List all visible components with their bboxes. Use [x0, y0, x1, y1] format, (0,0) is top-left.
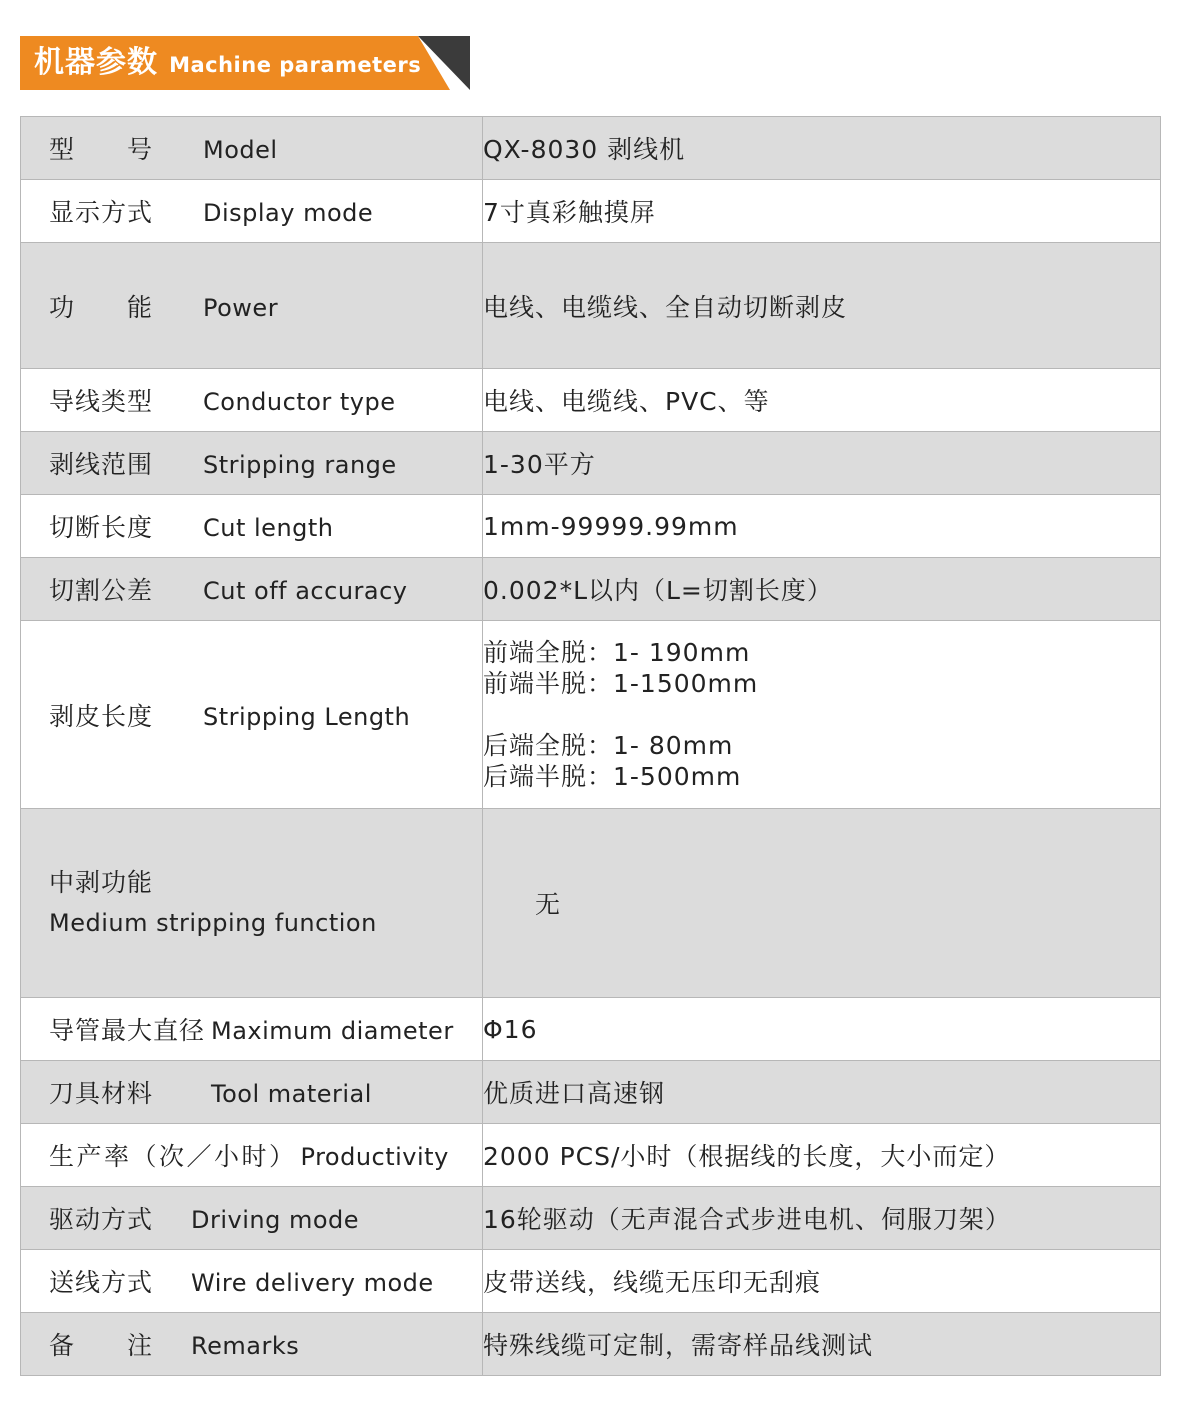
table-row	[21, 1061, 1161, 1124]
table-row	[21, 180, 1161, 243]
row-value: 2000 PCS/小时（根据线的长度，大小而定）	[483, 1124, 1161, 1187]
row-label	[21, 243, 483, 369]
stripping-line: 后端半脱：1-500mm	[483, 762, 742, 791]
stripping-line: 后端全脱：1- 80mm	[483, 731, 734, 760]
table-row	[21, 432, 1161, 495]
label-zh: 导线类型	[49, 387, 154, 416]
row-label	[21, 809, 483, 998]
label-zh: 型 号	[49, 135, 154, 164]
header-title-en: Machine parameters	[169, 53, 422, 77]
row-value: 无	[483, 809, 1161, 998]
row-value: 7寸真彩触摸屏	[483, 180, 1161, 243]
label-en: Wire delivery mode	[191, 1269, 434, 1297]
row-label	[21, 1313, 483, 1376]
label-zh: 生产率（次／小时）	[49, 1142, 297, 1171]
label-en: Maximum diameter	[211, 1017, 454, 1045]
row-value: 0.002*L以内（L=切割长度）	[483, 558, 1161, 621]
label-zh: 中剥功能	[49, 868, 154, 897]
label-zh: 驱动方式	[49, 1205, 154, 1234]
label-zh: 显示方式	[49, 198, 154, 227]
row-label	[21, 621, 483, 809]
label-zh: 剥线范围	[49, 450, 154, 479]
row-label	[21, 369, 483, 432]
row-value: 皮带送线，线缆无压印无刮痕	[483, 1250, 1161, 1313]
table-row	[21, 1124, 1161, 1187]
row-label	[21, 1124, 483, 1187]
label-en: Cut off accuracy	[203, 577, 408, 605]
row-label	[21, 117, 483, 180]
table-row	[21, 809, 1161, 998]
row-value: QX-8030 剥线机	[483, 117, 1161, 180]
row-value: 优质进口高速钢	[483, 1061, 1161, 1124]
row-value	[483, 621, 1161, 809]
label-zh: 刀具材料	[49, 1079, 154, 1108]
table-row	[21, 1250, 1161, 1313]
label-en: Cut length	[203, 514, 334, 542]
row-value: 16轮驱动（无声混合式步进电机、伺服刀架）	[483, 1187, 1161, 1250]
stripping-line: 前端半脱：1-1500mm	[483, 669, 759, 698]
label-en: Power	[203, 293, 279, 322]
label-en: Medium stripping function	[49, 909, 377, 937]
row-label	[21, 432, 483, 495]
row-label	[21, 1061, 483, 1124]
label-zh: 功 能	[49, 292, 154, 322]
section-header	[20, 36, 472, 92]
row-label	[21, 495, 483, 558]
row-label	[21, 180, 483, 243]
label-en: Stripping range	[203, 451, 397, 479]
label-en: Conductor type	[203, 388, 396, 416]
row-value: 特殊线缆可定制，需寄样品线测试	[483, 1313, 1161, 1376]
table-row	[21, 1313, 1161, 1376]
table-row	[21, 369, 1161, 432]
table-row	[21, 621, 1161, 809]
label-en: Driving mode	[191, 1206, 360, 1234]
table-row	[21, 1187, 1161, 1250]
table-row	[21, 117, 1161, 180]
label-zh: 切断长度	[49, 513, 154, 542]
table-row	[21, 243, 1161, 369]
stripping-line: 前端全脱：1- 190mm	[483, 638, 751, 667]
row-label	[21, 998, 483, 1061]
row-value: 1-30平方	[483, 432, 1161, 495]
label-en: Model	[203, 136, 278, 164]
label-en: Display mode	[203, 199, 374, 227]
table-row	[21, 558, 1161, 621]
label-en: Stripping Length	[203, 702, 411, 731]
row-value: 电线、电缆线、全自动切断剥皮	[483, 243, 1161, 369]
label-en: Productivity	[300, 1143, 449, 1171]
label-zh: 导管最大直径	[49, 1016, 206, 1045]
row-label	[21, 1187, 483, 1250]
row-label	[21, 1250, 483, 1313]
label-en: Remarks	[191, 1332, 300, 1360]
label-en: Tool material	[211, 1080, 372, 1108]
row-value: 1mm-99999.99mm	[483, 495, 1161, 558]
header-title-zh: 机器参数	[34, 45, 158, 80]
spec-table	[20, 116, 1161, 1376]
row-value: Φ16	[483, 998, 1161, 1061]
row-label	[21, 558, 483, 621]
table-row	[21, 998, 1161, 1061]
label-zh: 备 注	[49, 1331, 154, 1360]
label-zh: 切割公差	[49, 576, 154, 605]
label-zh: 送线方式	[49, 1268, 154, 1297]
label-zh: 剥皮长度	[49, 701, 154, 731]
table-row	[21, 495, 1161, 558]
row-value: 电线、电缆线、PVC、等	[483, 369, 1161, 432]
